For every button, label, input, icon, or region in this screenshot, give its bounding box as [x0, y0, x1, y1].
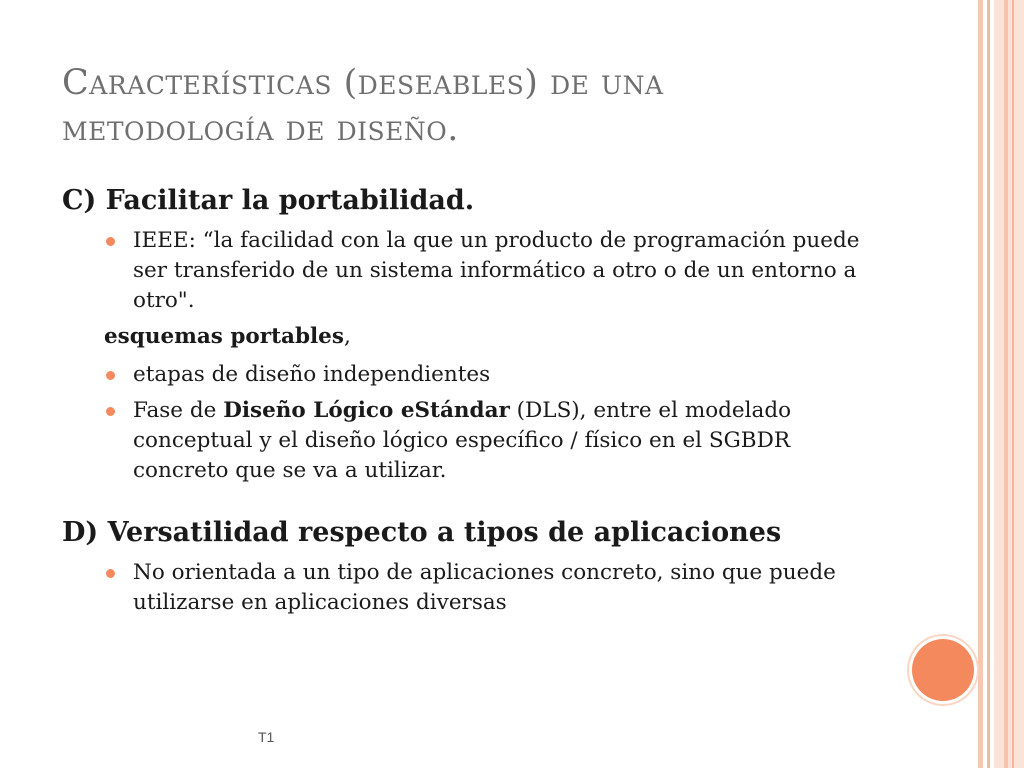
list-item-text-pre: Fase de — [133, 398, 224, 423]
subheading-bold: esquemas portables — [104, 324, 344, 349]
list-item — [62, 226, 892, 316]
decorative-circle — [912, 639, 974, 701]
list-item-text-post: (DLS), entre el modelado conceptual y el diseño lógico específico / físico en el SGBDR concreto que se va a utilizar. — [133, 398, 792, 483]
section-d-heading: D) Versatilidad respecto a tipos de aplicaciones — [62, 517, 782, 548]
decorative-stripe — [978, 0, 983, 768]
bullet-icon — [106, 407, 115, 416]
list-item — [62, 396, 892, 486]
section-d-list — [62, 558, 892, 618]
slide-title-line-1: Características (deseables) de una — [62, 63, 664, 103]
bullet-icon — [106, 371, 115, 380]
bullet-icon — [106, 237, 115, 246]
section-c-list — [62, 226, 892, 316]
subheading-esquemas — [104, 322, 892, 352]
slide-title-line-2: metodología de diseño. — [62, 109, 459, 149]
section-c-list-2 — [62, 360, 892, 486]
list-item — [62, 360, 892, 390]
list-item-text: IEEE: “la facilidad con la que un producto de programación puede ser transferido de un sistema informático a otro o de un entorno a otro". — [133, 228, 860, 313]
footer-label: T1 — [258, 729, 275, 745]
decorative-stripe — [987, 0, 990, 768]
list-item-text: No orientada a un tipo de aplicaciones concreto, sino que puede utilizarse en aplicaciones diversas — [133, 560, 836, 615]
list-item-text-bold: Diseño Lógico eStándar — [223, 398, 510, 423]
subheading-rest: , — [343, 324, 351, 349]
slide-content — [62, 184, 892, 624]
decorative-stripe — [1012, 0, 1014, 768]
decorative-stripe — [1004, 0, 1008, 768]
list-item — [62, 558, 892, 618]
slide-title — [62, 60, 962, 152]
bullet-icon — [106, 569, 115, 578]
list-item-text: etapas de diseño independientes — [133, 362, 491, 387]
section-c-heading: C) Facilitar la portabilidad. — [62, 185, 475, 216]
decorative-stripe — [994, 0, 1024, 768]
